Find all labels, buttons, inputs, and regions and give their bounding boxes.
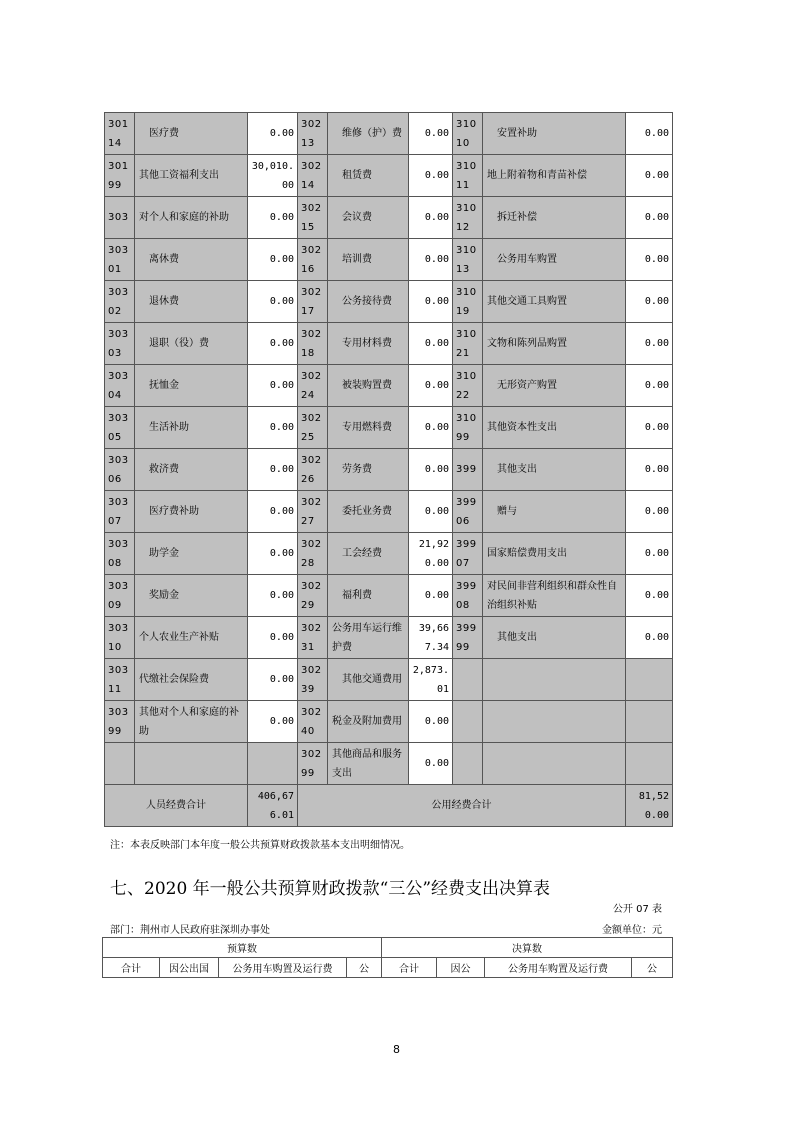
amount-cell: 0.00: [409, 281, 453, 323]
item-name-cell: 安置补助: [483, 113, 626, 155]
code-cell: 30299: [298, 743, 328, 785]
table-row: [105, 491, 673, 533]
table-note: 注：本表反映部门本年度一般公共预算财政拨款基本支出明细情况。: [110, 840, 410, 851]
amount-cell: 0.00: [626, 323, 673, 365]
table-row: [105, 533, 673, 575]
amount-cell: 0.00: [626, 491, 673, 533]
code-cell: 30229: [298, 575, 328, 617]
item-name-cell: 委托业务费: [328, 491, 409, 533]
item-name-cell: 公务用车购置: [483, 239, 626, 281]
item-name-cell: 工会经费: [328, 533, 409, 575]
item-name-cell: 个人农业生产补贴: [135, 617, 248, 659]
code-cell: 30302: [105, 281, 135, 323]
expense-detail-body: [105, 113, 673, 785]
code-cell: 30114: [105, 113, 135, 155]
item-name-cell: 奖励金: [135, 575, 248, 617]
budget-header: 预算数: [103, 938, 382, 958]
code-cell: 30231: [298, 617, 328, 659]
amount-cell: 21,920.00: [409, 533, 453, 575]
amount-cell: 0.00: [409, 449, 453, 491]
amount-cell: 0.00: [248, 491, 298, 533]
subheader-cell: 因公出国: [160, 958, 219, 978]
code-cell: 31011: [453, 155, 483, 197]
item-name-cell: 公务用车运行维护费: [328, 617, 409, 659]
item-name-cell: 会议费: [328, 197, 409, 239]
table-row: [105, 701, 673, 743]
subheader-cell: 合计: [382, 958, 437, 978]
item-name-cell: 退职（役）费: [135, 323, 248, 365]
code-cell: 31021: [453, 323, 483, 365]
amount-cell: 0.00: [248, 239, 298, 281]
amount-cell: 0.00: [409, 575, 453, 617]
amount-cell: 0.00: [626, 281, 673, 323]
item-name-cell: 福利费: [328, 575, 409, 617]
amount-cell: 0.00: [248, 197, 298, 239]
amount-cell: 0.00: [626, 113, 673, 155]
personnel-total-label: 人员经费合计: [105, 785, 248, 827]
code-cell: 30225: [298, 407, 328, 449]
item-name-cell: 救济费: [135, 449, 248, 491]
code-cell: 30310: [105, 617, 135, 659]
item-name-cell: 劳务费: [328, 449, 409, 491]
amount-cell: 0.00: [248, 701, 298, 743]
item-name-cell: 国家赔偿费用支出: [483, 533, 626, 575]
code-cell: 30199: [105, 155, 135, 197]
item-name-cell: 其他交通费用: [328, 659, 409, 701]
item-name-cell: 其他工资福利支出: [135, 155, 248, 197]
code-cell: 30239: [298, 659, 328, 701]
item-name-cell: 租赁费: [328, 155, 409, 197]
code-cell: 30217: [298, 281, 328, 323]
code-cell: 30304: [105, 365, 135, 407]
amount-cell: 0.00: [248, 323, 298, 365]
item-name-cell: 专用燃料费: [328, 407, 409, 449]
table-number: 公开 07 表: [612, 904, 662, 915]
amount-cell: [626, 659, 673, 701]
department-label: 部门：荆州市人民政府驻深圳办事处: [110, 925, 270, 936]
amount-cell: 0.00: [626, 617, 673, 659]
amount-cell: 0.00: [626, 575, 673, 617]
amount-cell: 0.00: [409, 365, 453, 407]
table-row: [105, 743, 673, 785]
amount-cell: 0.00: [248, 365, 298, 407]
table-row: [105, 659, 673, 701]
public-total-label: 公用经费合计: [298, 785, 626, 827]
amount-cell: [248, 743, 298, 785]
amount-cell: 0.00: [626, 449, 673, 491]
item-name-cell: 生活补助: [135, 407, 248, 449]
code-cell: 30218: [298, 323, 328, 365]
code-cell: [453, 701, 483, 743]
item-name-cell: 助学金: [135, 533, 248, 575]
item-name-cell: 其他支出: [483, 617, 626, 659]
item-name-cell: 拆迁补偿: [483, 197, 626, 239]
amount-cell: 0.00: [409, 197, 453, 239]
amount-cell: 0.00: [409, 407, 453, 449]
subheader-cell: 合计: [103, 958, 160, 978]
table-row: [105, 407, 673, 449]
table-row: [105, 239, 673, 281]
table-row: [105, 323, 673, 365]
item-name-cell: 对民间非营利组织和群众性自治组织补贴: [483, 575, 626, 617]
code-cell: 31010: [453, 113, 483, 155]
item-name-cell: 医疗费: [135, 113, 248, 155]
item-name-cell: 医疗费补助: [135, 491, 248, 533]
table-row: [105, 365, 673, 407]
code-cell: 30228: [298, 533, 328, 575]
item-name-cell: [483, 659, 626, 701]
code-cell: 30305: [105, 407, 135, 449]
unit-label: 金额单位：元: [602, 925, 662, 936]
amount-cell: 0.00: [626, 533, 673, 575]
amount-cell: 39,667.34: [409, 617, 453, 659]
amount-cell: 0.00: [409, 491, 453, 533]
item-name-cell: 其他资本性支出: [483, 407, 626, 449]
item-name-cell: 维修（护）费: [328, 113, 409, 155]
amount-cell: 0.00: [248, 659, 298, 701]
code-cell: 30309: [105, 575, 135, 617]
code-cell: 30214: [298, 155, 328, 197]
header-row-2: [103, 958, 673, 978]
table-row: [105, 155, 673, 197]
amount-cell: 0.00: [409, 239, 453, 281]
subheader-cell: 公务用车购置及运行费: [219, 958, 347, 978]
table-row: [105, 575, 673, 617]
final-header: 决算数: [382, 938, 673, 958]
code-cell: 31099: [453, 407, 483, 449]
item-name-cell: 赠与: [483, 491, 626, 533]
code-cell: 39907: [453, 533, 483, 575]
code-cell: 30224: [298, 365, 328, 407]
amount-cell: 0.00: [626, 407, 673, 449]
code-cell: [453, 743, 483, 785]
amount-cell: 0.00: [248, 113, 298, 155]
subheader-cell: 公: [632, 958, 673, 978]
amount-cell: 0.00: [248, 533, 298, 575]
amount-cell: 0.00: [409, 323, 453, 365]
item-name-cell: [483, 701, 626, 743]
personnel-total-amount: 406,676.01: [248, 785, 298, 827]
code-cell: 39908: [453, 575, 483, 617]
code-cell: 30240: [298, 701, 328, 743]
table-row: [105, 281, 673, 323]
amount-cell: 0.00: [409, 155, 453, 197]
subheader-cell: 公务用车购置及运行费: [485, 958, 632, 978]
code-cell: 303: [105, 197, 135, 239]
amount-cell: [626, 743, 673, 785]
subheader-cell: 因公: [437, 958, 485, 978]
item-name-cell: [483, 743, 626, 785]
three-public-expense-table: [102, 937, 673, 978]
item-name-cell: 公务接待费: [328, 281, 409, 323]
totals-row: [105, 785, 673, 827]
code-cell: 30226: [298, 449, 328, 491]
amount-cell: 0.00: [626, 197, 673, 239]
item-name-cell: 地上附着物和青苗补偿: [483, 155, 626, 197]
item-name-cell: 其他商品和服务支出: [328, 743, 409, 785]
amount-cell: 0.00: [248, 281, 298, 323]
code-cell: 31012: [453, 197, 483, 239]
code-cell: 30307: [105, 491, 135, 533]
amount-cell: 0.00: [409, 113, 453, 155]
item-name-cell: 无形资产购置: [483, 365, 626, 407]
amount-cell: [626, 701, 673, 743]
amount-cell: 30,010.00: [248, 155, 298, 197]
amount-cell: 0.00: [248, 575, 298, 617]
amount-cell: 0.00: [248, 617, 298, 659]
code-cell: 30308: [105, 533, 135, 575]
code-cell: 399: [453, 449, 483, 491]
item-name-cell: 代缴社会保险费: [135, 659, 248, 701]
table-row: [105, 617, 673, 659]
item-name-cell: [135, 743, 248, 785]
item-name-cell: 离休费: [135, 239, 248, 281]
page-number: 8: [393, 1043, 400, 1056]
amount-cell: 0.00: [248, 449, 298, 491]
table-row: [105, 197, 673, 239]
amount-cell: 0.00: [409, 701, 453, 743]
code-cell: [105, 743, 135, 785]
item-name-cell: 其他交通工具购置: [483, 281, 626, 323]
code-cell: 31013: [453, 239, 483, 281]
code-cell: 30306: [105, 449, 135, 491]
table-row: [105, 449, 673, 491]
header-row-1: [103, 938, 673, 958]
amount-cell: 0.00: [626, 239, 673, 281]
code-cell: 39999: [453, 617, 483, 659]
code-cell: [453, 659, 483, 701]
public-total-amount: 81,520.00: [626, 785, 673, 827]
code-cell: 30216: [298, 239, 328, 281]
code-cell: 30311: [105, 659, 135, 701]
item-name-cell: 其他对个人和家庭的补助: [135, 701, 248, 743]
item-name-cell: 培训费: [328, 239, 409, 281]
code-cell: 30227: [298, 491, 328, 533]
amount-cell: 0.00: [248, 407, 298, 449]
item-name-cell: 专用材料费: [328, 323, 409, 365]
amount-cell: 2,873.01: [409, 659, 453, 701]
code-cell: 31019: [453, 281, 483, 323]
amount-cell: 0.00: [626, 155, 673, 197]
code-cell: 31022: [453, 365, 483, 407]
item-name-cell: 税金及附加费用: [328, 701, 409, 743]
item-name-cell: 对个人和家庭的补助: [135, 197, 248, 239]
code-cell: 30303: [105, 323, 135, 365]
code-cell: 39906: [453, 491, 483, 533]
item-name-cell: 抚恤金: [135, 365, 248, 407]
code-cell: 30215: [298, 197, 328, 239]
item-name-cell: 被装购置费: [328, 365, 409, 407]
amount-cell: 0.00: [409, 743, 453, 785]
item-name-cell: 退休费: [135, 281, 248, 323]
item-name-cell: 其他支出: [483, 449, 626, 491]
subheader-cell: 公: [347, 958, 382, 978]
table-row: [105, 113, 673, 155]
section-title: 七、2020 年一般公共预算财政拨款“三公”经费支出决算表: [110, 879, 551, 899]
code-cell: 30399: [105, 701, 135, 743]
code-cell: 30213: [298, 113, 328, 155]
expense-detail-table: [104, 112, 673, 827]
amount-cell: 0.00: [626, 365, 673, 407]
code-cell: 30301: [105, 239, 135, 281]
item-name-cell: 文物和陈列品购置: [483, 323, 626, 365]
